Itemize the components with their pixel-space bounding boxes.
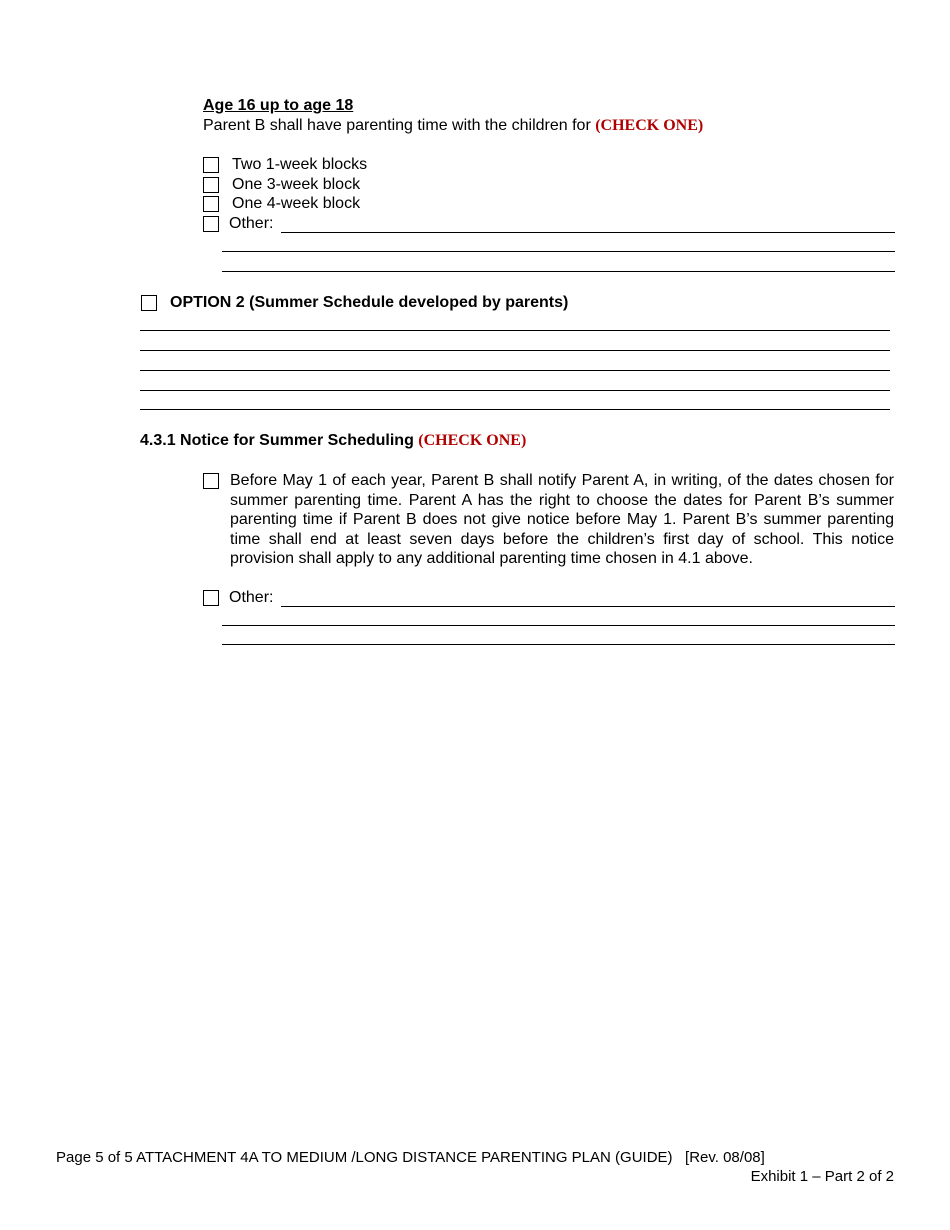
age-other-line-2[interactable] [222,251,895,252]
option-2-line-3[interactable] [140,370,890,371]
option-2-line-5[interactable] [140,409,890,410]
option-2-line-4[interactable] [140,390,890,391]
notice-other-label: Other: [229,589,274,606]
checkbox-option-2[interactable] [141,295,157,311]
age-other-line-1[interactable] [281,232,895,233]
notice-heading-row [140,431,526,451]
notice-other-line-3[interactable] [222,644,895,645]
option-2-label: OPTION 2 (Summer Schedule developed by parents) [170,294,569,311]
option-one-3-week-block: One 3-week block [232,176,361,193]
footer-exhibit: Exhibit 1 – Part 2 of 2 [750,1168,894,1185]
notice-heading: 4.3.1 Notice for Summer Scheduling [140,432,414,449]
option-2-line-2[interactable] [140,350,890,351]
age-heading: Age 16 up to age 18 [203,97,354,114]
checkbox-notice-before-may-1[interactable] [203,473,219,489]
option-two-1-week-blocks: Two 1-week blocks [232,156,368,173]
checkbox-two-1-week-blocks[interactable] [203,157,219,173]
checkbox-one-3-week-block[interactable] [203,177,219,193]
checkbox-age-other[interactable] [203,216,219,232]
checkbox-one-4-week-block[interactable] [203,196,219,212]
checkbox-notice-other[interactable] [203,590,219,606]
notice-other-line-2[interactable] [222,625,895,626]
age-intro-text: Parent B shall have parenting time with the children for [203,117,591,134]
notice-other-line-1[interactable] [281,606,895,607]
age-check-one: (CHECK ONE) [595,117,704,134]
age-other-line-3[interactable] [222,271,895,272]
notice-paragraph: Before May 1 of each year, Parent B shall notify Parent A, in writing, of the dates chosen for summer parenting time. Parent A has the right to choose the dates for Parent B’s summer parenting time if Parent B does not give notice before May 1. Parent B’s summer parenting time shall end at least seven days before the children’s first day of school. This notice provision shall apply to any additional parenting time chosen in 4.1 above. [230,472,894,567]
footer-page-info: Page 5 of 5 ATTACHMENT 4A TO MEDIUM /LONG DISTANCE PARENTING PLAN (GUIDE) [Rev. 08/08] [56,1149,765,1166]
option-age-other-label: Other: [229,215,274,232]
age-intro [203,116,703,136]
notice-check-one: (CHECK ONE) [418,432,527,449]
option-2-line-1[interactable] [140,330,890,331]
option-one-4-week-block: One 4-week block [232,195,361,212]
